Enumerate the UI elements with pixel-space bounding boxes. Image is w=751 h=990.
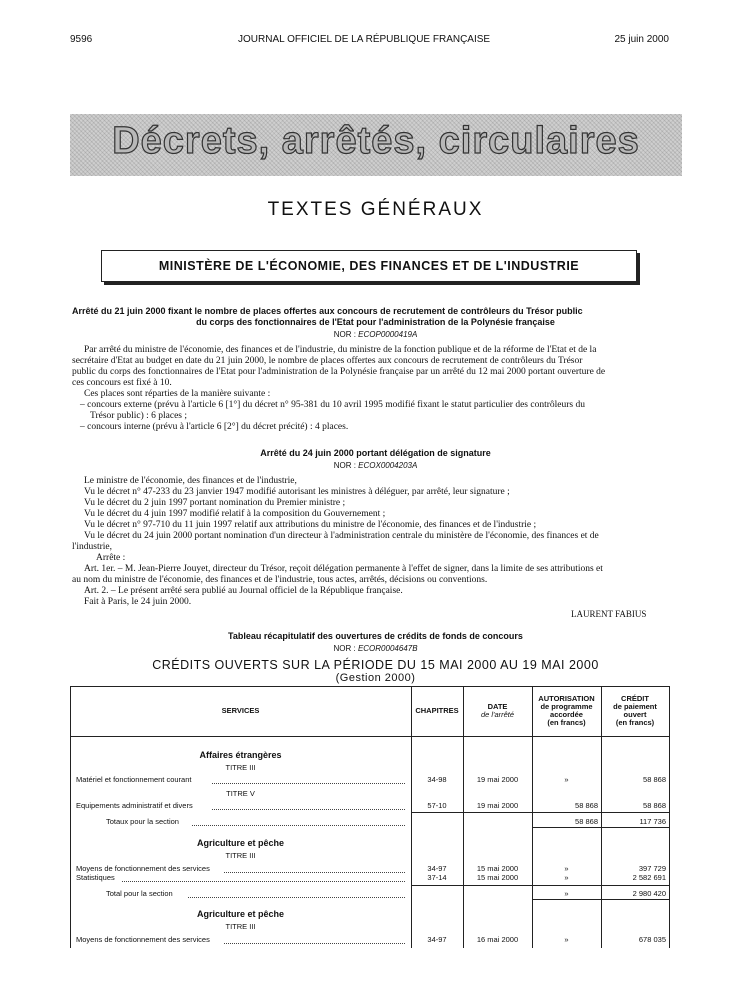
arrete2-line: Arrête : [96,553,126,563]
arrete2-line: l'industrie, [72,542,112,552]
page-date: 25 juin 2000 [614,34,669,45]
arrete2-line: Art. 1er. – M. Jean-Pierre Jouyet, directeur du Trésor, reçoit délégation permanente à l'effet de signer, dans la limite de ses attributions et [84,564,603,574]
arrete2-line: au nom du ministre de l'économie, des finances et de l'industrie, tous actes, arrêtés, décisions ou conventions. [72,575,488,585]
journal-title: JOURNAL OFFICIEL DE LA RÉPUBLIQUE FRANÇAISE [238,34,491,45]
header-credit [601,695,669,727]
ministry-box [101,250,637,282]
row-label: Matériel et fonctionnement courant [76,775,192,784]
credits-subtitle: (Gestion 2000) [335,672,416,684]
total-credit: 117 736 [639,817,666,826]
arrete1-line: Ces places sont réparties de la manière suivante : [84,389,271,399]
row-credit: 2 582 691 [632,873,666,882]
header-date-line: DATE [487,702,508,711]
arrete2-title: Arrêté du 24 juin 2000 portant délégation de signature [260,448,491,458]
row-date: 16 mai 2000 [476,935,519,944]
arrete1-line: ces concours est fixé à 10. [72,378,172,388]
header-chapitres: CHAPITRES [415,706,459,715]
row-chapitre: 57-10 [427,801,447,810]
section-title: TEXTES GÉNÉRAUX [267,199,484,220]
total-label: Totaux pour la section [106,817,179,826]
titre-label: TITRE III [225,851,256,860]
arrete2-line: Fait à Paris, le 24 juin 2000. [84,597,192,607]
header-date-line: de l'arrêté [480,710,515,719]
total-label: Total pour la section [106,889,173,898]
row-label: Moyens de fonctionnement des services [76,864,210,873]
row-date: 15 mai 2000 [476,864,519,873]
total-autorisation: » [564,889,569,898]
arrete1-nor [0,329,751,340]
nor-label: NOR : [333,461,356,470]
row-label: Moyens de fonctionnement des services [76,935,210,944]
header-credit-line: CRÉDIT [621,694,649,703]
arrete1-line: – concours externe (prévu à l'article 6 [1°] du décret n° 95-381 du 10 avril 1995 modifié fixant le statut particulier des contrôleurs du [80,400,585,410]
row-chapitre: 34-97 [427,864,447,873]
row-date: 15 mai 2000 [476,873,519,882]
row-chapitre: 34-98 [427,775,447,784]
row-label: Equipements administratif et divers [76,801,193,810]
header-services: SERVICES [221,706,260,715]
arrete2-nor [0,460,751,471]
total-autorisation: 58 868 [575,817,598,826]
row-credit: 397 729 [638,864,666,873]
row-autorisation: » [564,935,569,944]
row-date: 19 mai 2000 [476,801,519,810]
header-autorisation [532,695,601,727]
arrete2-line: Vu le décret du 24 juin 2000 portant nomination d'un directeur à l'administration centrale du ministère de l'économie, des finances et de [84,531,599,541]
header-date [463,703,532,719]
section-name: Agriculture et pêche [196,909,285,919]
ministry-name: MINISTÈRE DE L'ÉCONOMIE, DES FINANCES ET DE L'INDUSTRIE [158,259,580,273]
row-autorisation: » [564,873,569,882]
header-autorisation-line: de programme [540,702,593,711]
nor-label: NOR : [333,330,356,339]
arrete1-line: public du corps des fonctionnaires de l'Etat pour l'administration de la Polynésie française par un arrêté du 12 mai 2000 portant ouverture de [72,367,606,377]
arrete2-line: Le ministre de l'économie, des finances et de l'industrie, [84,476,297,486]
page-number: 9596 [70,34,93,45]
banner-title: Décrets, arrêtés, circulaires [112,120,640,162]
signature: LAURENT FABIUS [571,609,647,619]
arrete2-line: Art. 2. – Le présent arrêté sera publié au Journal officiel de la République française. [84,586,403,596]
arrete1-title-line2: du corps des fonctionnaires de l'Etat pour l'administration de la Polynésie française [196,317,555,327]
credits-title: CRÉDITS OUVERTS SUR LA PÉRIODE DU 15 MAI 2000 AU 19 MAI 2000 [152,658,599,672]
nor-label: NOR : [333,644,356,653]
titre-label: TITRE III [225,763,256,772]
row-autorisation: 58 868 [575,801,598,810]
tableau-nor [0,643,751,654]
arrete2-line: Vu le décret n° 47-233 du 23 janvier 1947 modifié autorisant les ministres à déléguer, par arrêté, leur signature ; [84,487,510,497]
arrete1-title-line1: Arrêté du 21 juin 2000 fixant le nombre de places offertes aux concours de recrutement de contrôleurs du Trésor public [72,306,583,316]
nor-code: ECOX0004203A [358,461,418,470]
header-autorisation-line: (en francs) [547,718,586,727]
section-name: Affaires étrangères [199,750,282,760]
arrete1-line: Par arrêté du ministre de l'économie, des finances et de l'industrie, du ministre de la fonction publique et de la réforme de l'Etat et de la [84,345,597,355]
row-chapitre: 34-97 [427,935,447,944]
row-label: Statistiques [76,873,115,882]
arrete2-line: Vu le décret du 4 juin 1997 modifié relatif à la composition du Gouvernement ; [84,509,386,519]
row-date: 19 mai 2000 [476,775,519,784]
row-autorisation: » [564,864,569,873]
titre-label: TITRE III [225,922,256,931]
arrete1-line: secrétaire d'Etat au budget en date du 21 juin 2000, le nombre de places offertes aux concours de recrutement de contrôleurs du Trésor [72,356,583,366]
section-banner [70,114,682,176]
arrete1-line: – concours interne (prévu à l'article 6 [2°] du décret précité) : 4 places. [80,422,349,432]
row-autorisation: » [564,775,569,784]
total-credit: 2 980 420 [632,889,666,898]
header-credit-line: de paiement [613,702,657,711]
header-credit-line: (en francs) [615,718,655,727]
row-chapitre: 37-14 [427,873,447,882]
nor-code: ECOR0004647B [357,644,418,653]
section-name: Agriculture et pêche [196,838,285,848]
titre-label: TITRE V [226,789,255,798]
credits-table [70,686,670,948]
header-autorisation-line: AUTORISATION [538,694,595,703]
arrete2-line: Vu le décret n° 97-710 du 11 juin 1997 relatif aux attributions du ministre de l'économie, des finances et de l'industrie ; [84,520,537,530]
tableau-title: Tableau récapitulatif des ouvertures de crédits de fonds de concours [228,631,523,641]
header-autorisation-line: accordée [550,710,583,719]
row-credit: 58 868 [643,775,666,784]
nor-code: ECOP0000419A [358,330,418,339]
arrete1-line: Trésor public) : 6 places ; [90,411,188,421]
header-credit-line: ouvert [623,710,647,719]
arrete2-line: Vu le décret du 2 juin 1997 portant nomination du Premier ministre ; [84,498,346,508]
row-credit: 678 035 [638,935,666,944]
row-credit: 58 868 [643,801,666,810]
